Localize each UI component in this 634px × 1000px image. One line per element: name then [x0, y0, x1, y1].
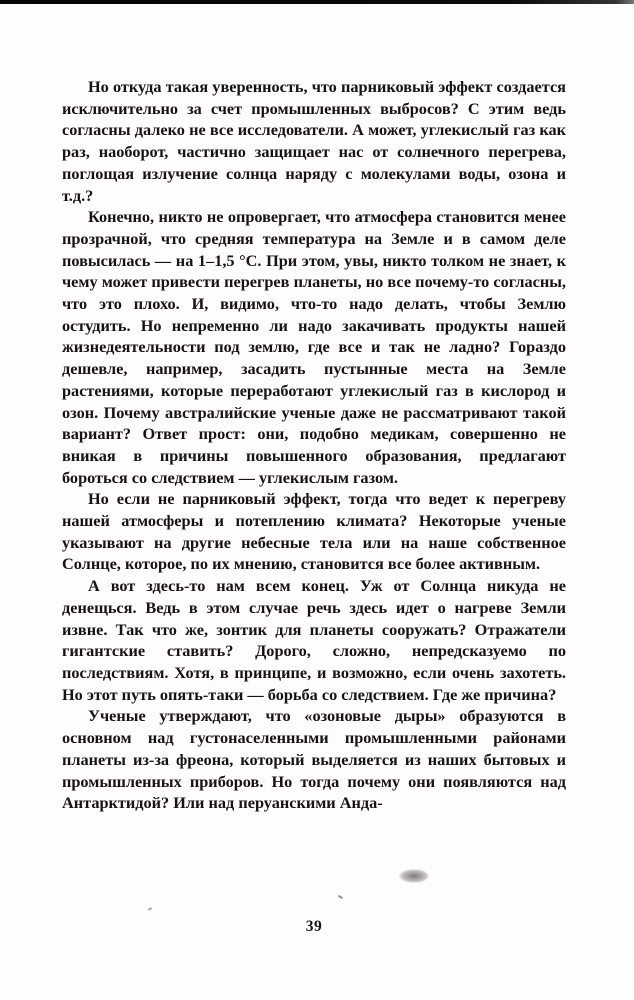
- paragraph-ozone-holes: Ученые утверждают, что «озоновые дыры» образуются в основном над густонаселенными промышленными районами планеты из-за фреона, который выделяется из наших бытовых и промышленных приборов. Но тогда почему они появляются над Антарктидой? Или над перуанскими Анда-: [62, 706, 566, 813]
- paragraph-greenhouse-doubt: Но откуда такая уверенность, что парниковый эффект создается исключительно за счет промышленных выбросов? С этим ведь согласны далеко не все исследователи. А может, углекислый газ как раз, наоборот, частично защищает нас от солнечного перегрева, поглощая излучение солнца наряду с молекулами воды, озона и т.д.?: [62, 77, 566, 205]
- ink-smudge-artifact: [399, 869, 429, 883]
- paragraph-sun-heating: А вот здесь-то нам всем конец. Уж от Солнца никуда не денещься. Ведь в этом случае речь здесь идет о нагреве Земли извне. Так что же, зонтик для планеты сооружать? Отражатели гигантские ставить? Дорого, сложно, непредсказуемо по последствиям. Хотя, в принципе, и возможно, если очень захотеть. Но этот путь опять-таки — борьба со следствием. Где же причина?: [62, 576, 566, 704]
- body-text: [62, 76, 566, 814]
- page-number: 39: [305, 918, 323, 935]
- scan-speck: [148, 907, 152, 911]
- paragraph-other-causes: Но если не парниковый эффект, тогда что ведет к перегреву нашей атмосферы и потеплению климата? Некоторые ученые указывают на другие небесные тела или на наше собственное Солнце, которое, по их мнению, становится все более активным.: [62, 489, 566, 574]
- paragraph-atmosphere-warming: Конечно, никто не опровергает, что атмосфера становится менее прозрачной, что средняя температура на Земле и в самом деле повысилась — на 1–1,5 °С. При этом, увы, никто толком не знает, к чему может привести перегрев планеты, но все почему-то согласны, что это плохо. И, видимо, что-то надо делать, чтобы Землю остудить. Но непременно ли надо закачивать продукты нашей жизнедеятельности под землю, где все и так не ладно? Гораздо дешевле, например, засадить пустынные места на Земле растениями, которые переработают углекислый газ в кислород и озон. Почему австралийские ученые даже не рассматривают такой вариант? Ответ прост: они, подобно медикам, совершенно не вникая в причины повышенного образования, предлагают бороться со следствием — углекислым газом.: [62, 207, 566, 487]
- scan-top-edge-rule: [0, 0, 634, 4]
- scan-speck: [338, 895, 343, 900]
